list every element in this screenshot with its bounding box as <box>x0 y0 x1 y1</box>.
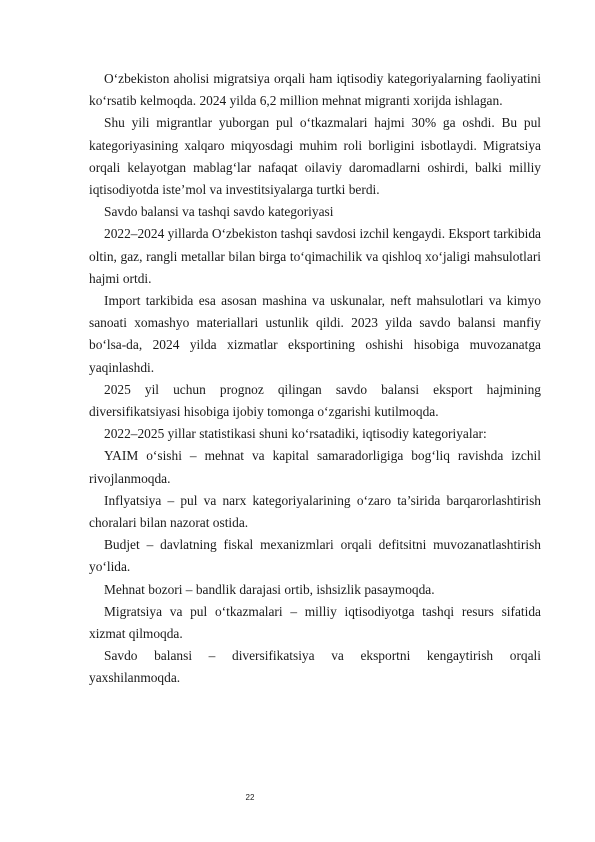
paragraph-import: Import tarkibida esa asosan mashina va uskunalar, neft mahsulotlari va kimyo sanoati xomashyo materiallari ustunlik qildi. 2023 yilda savdo balansi manfiy bo‘lsa-da, 2024 yilda xizmatlar eksportining oshishi hisobiga muvozanatga yaqinlashdi. <box>89 293 541 375</box>
list-item-trade-balance: Savdo balansi – diversifikatsiya va eksportni kengaytirish orqali yaxshilanmoqda. <box>89 648 541 686</box>
paragraph-migration-intro: O‘zbekiston aholisi migratsiya orqali ham iqtisodiy kategoriyalarning faoliyatini ko‘rsatib kelmoqda. 2024 yilda 6,2 million mehnat migranti xorijda ishlagan. <box>89 71 541 109</box>
list-item-migration: Migratsiya va pul o‘tkazmalari – milliy iqtisodiyotga tashqi resurs sifatida xizmat qilmoqda. <box>89 603 541 642</box>
list-item-gdp: YAIM o‘sishi – mehnat va kapital samaradorligiga bog‘liq ravishda izchil rivojlanmoqda. <box>89 448 541 486</box>
section-heading-trade-balance: Savdo balansi va tashqi savdo kategoriyasi <box>104 204 334 220</box>
paragraph-remittances: Shu yili migrantlar yuborgan pul o‘tkazmalari hajmi 30% ga oshdi. Bu pul kategoriyasining xalqaro miqyosdagi muhim roli borligini isbotlaydi. Migratsiya orqali kelayotgan mablag‘lar nafaqat oilaviy daromadlarni oshirdi, balki milliy iqtisodiyotda iste’mol va investitsiyalarga turtki berdi. <box>89 115 541 198</box>
list-item-labor-market: Mehnat bozori – bandlik darajasi ortib, ishsizlik pasaymoqda. <box>104 581 435 597</box>
paragraph-forecast-2025: 2025 yil uchun prognoz qilingan savdo balansi eksport hajmining diversifikatsiyasi hisobiga ijobiy tomonga o‘zgarishi kutilmoqda. <box>89 381 541 420</box>
paragraph-export: 2022–2024 yillarda O‘zbekiston tashqi savdosi izchil kengaydi. Eksport tarkibida oltin, gaz, rangli metallar bilan birga to‘qimachilik va qishloq xo‘jaligi mahsulotlari hajmi ortdi. <box>89 226 541 286</box>
page-number: 22 <box>245 793 255 802</box>
paragraph-statistics-summary: 2022–2025 yillar statistikasi shuni ko‘rsatadiki, iqtisodiy kategoriyalar: <box>104 426 487 442</box>
list-item-budget: Budjet – davlatning fiskal mexanizmlari orqali defitsitni muvozanatlashtirish yo‘lida. <box>89 537 541 575</box>
document-body <box>89 68 541 690</box>
list-item-inflation: Inflyatsiya – pul va narx kategoriyalarining o‘zaro ta’sirida barqarorlashtirish choralari bilan nazorat ostida. <box>89 492 541 531</box>
